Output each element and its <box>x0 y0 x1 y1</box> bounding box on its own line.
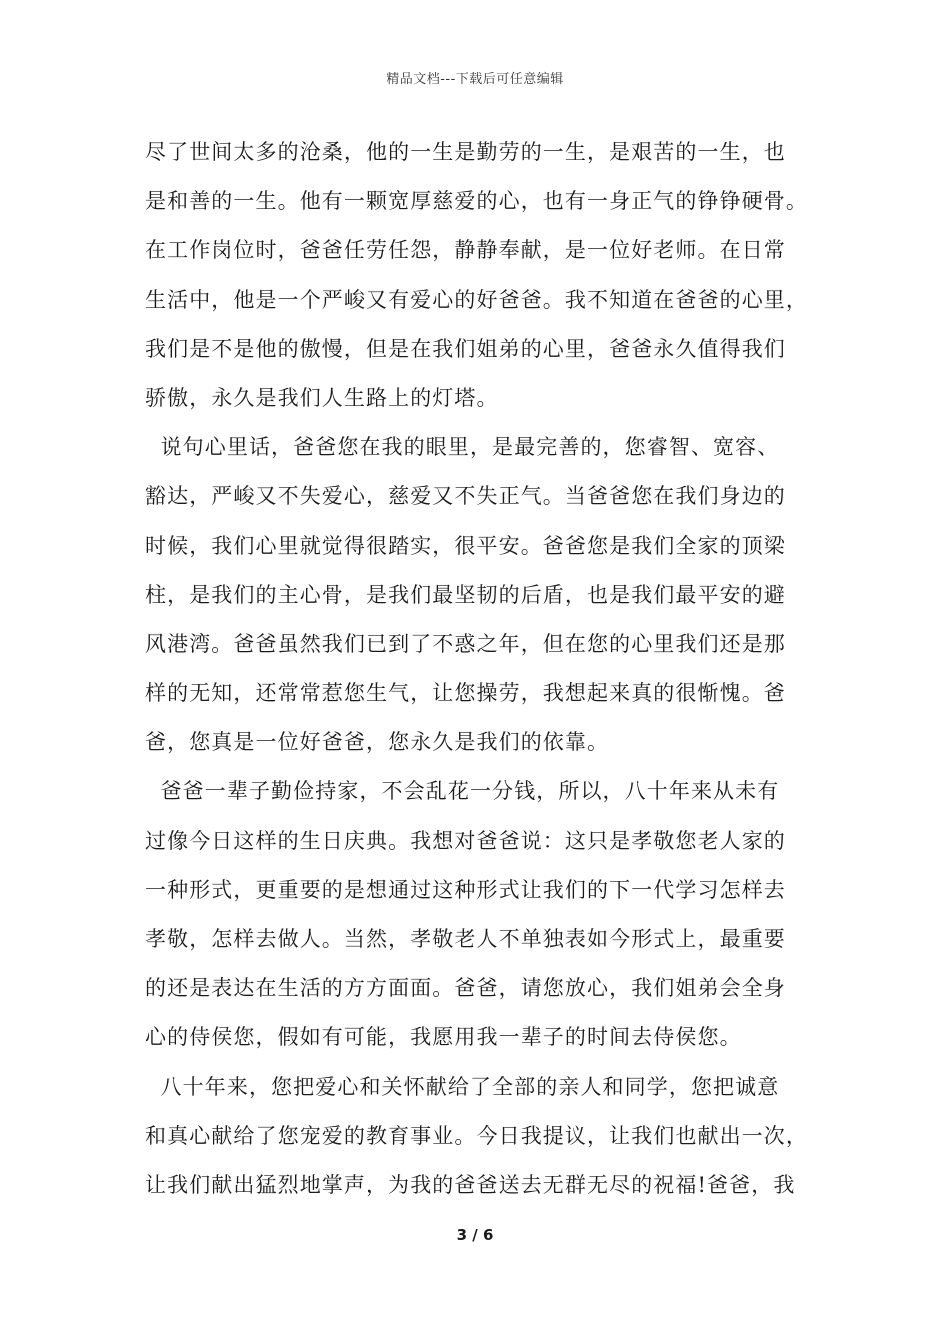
text-line: 是和善的一生。他有一颗宽厚慈爱的心，也有一身正气的铮铮硬骨。 <box>145 189 808 214</box>
text-line: 时候，我们心里就觉得很踏实，很平安。爸爸您是我们全家的顶梁 <box>145 533 786 558</box>
page-header: 精品文档---下载后可任意编辑 <box>386 72 564 87</box>
text-line: 过像今日这样的生日庆典。我想对爸爸说：这只是孝敬您老人家的 <box>145 828 786 853</box>
text-line: 孝敬，怎样去做人。当然，孝敬老人不单独表如今形式上，最重要 <box>145 927 786 951</box>
text-line: 生活中，他是一个严峻又有爱心的好爸爸。我不知道在爸爸的心里， <box>145 287 808 312</box>
text-line: 尽了世间太多的沧桑，他的一生是勤劳的一生，是艰苦的一生，也 <box>145 140 786 164</box>
text-line: 和真心献给了您宠爱的教育事业。今日我提议，让我们也献出一次， <box>145 1123 808 1148</box>
text-line: 八十年来，您把爱心和关怀献给了全部的亲人和同学，您把诚意 <box>145 1074 780 1099</box>
text-line: 我们是不是他的傲慢，但是在我们姐弟的心里，爸爸永久值得我们 <box>145 336 786 361</box>
text-line: 爸爸一辈子勤俭持家，不会乱花一分钱，所以，八十年来从未有 <box>145 779 780 804</box>
document-body <box>145 128 810 1210</box>
text-line: 豁达，严峻又不失爱心，慈爱又不失正气。当爸爸您在我们身边的 <box>145 484 786 509</box>
text-line: 的还是表达在生活的方方面面。爸爸，请您放心，我们姐弟会全身 <box>145 976 786 1001</box>
text-line: 一种形式，更重要的是想通过这种形式让我们的下一代学习怎样去 <box>145 877 786 902</box>
text-line: 在工作岗位时，爸爸任劳任怨，静静奉献，是一位好老师。在日常 <box>145 238 786 263</box>
text-line: 心的侍侯您，假如有可能，我愿用我一辈子的时间去侍侯您。 <box>145 1025 742 1050</box>
page-number: 3 / 6 <box>456 1226 494 1244</box>
text-line: 让我们献出猛烈地掌声，为我的爸爸送去无群无尽的祝福!爸爸，我 <box>145 1172 796 1197</box>
text-line: 说句心里话，爸爸您在我的眼里，是最完善的，您睿智、宽容、 <box>145 435 780 460</box>
text-line: 爸，您真是一位好爸爸，您永久是我们的依靠。 <box>145 730 610 755</box>
text-line: 风港湾。爸爸虽然我们已到了不惑之年，但在您的心里我们还是那 <box>145 631 786 656</box>
text-line: 样的无知，还常常惹您生气，让您操劳，我想起来真的很惭愧。爸 <box>145 681 786 706</box>
text-line: 骄傲，永久是我们人生路上的灯塔。 <box>145 385 499 410</box>
text-line: 柱，是我们的主心骨，是我们最坚韧的后盾，也是我们最平安的避 <box>145 582 786 607</box>
